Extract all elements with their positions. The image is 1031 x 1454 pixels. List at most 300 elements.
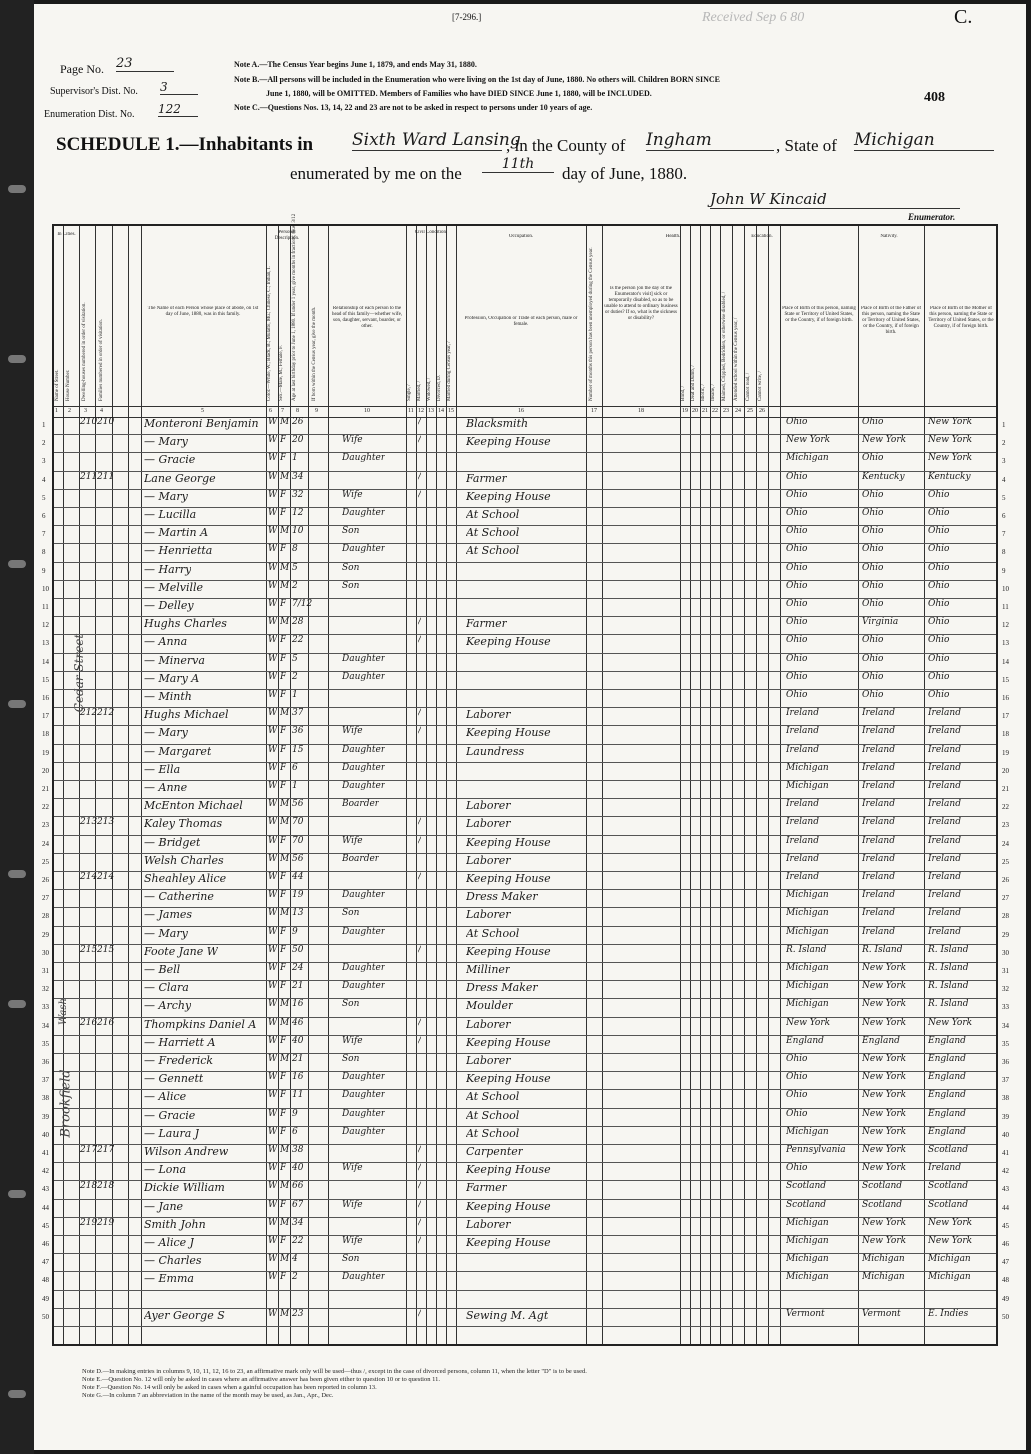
column-number: 3 xyxy=(84,408,87,414)
sex-value: F xyxy=(280,1035,287,1046)
occupation-value: Carpenter xyxy=(466,1145,524,1158)
county-value: Ingham xyxy=(646,130,774,151)
person-name: McEnton Michael xyxy=(144,799,243,813)
age-value: 38 xyxy=(292,1145,304,1155)
header-birth-mother: Place of Birth of the Mother of this person, naming the State or Territory of United States, or the Country, if of foreign birth. xyxy=(928,306,994,329)
person-name: Smith John xyxy=(144,1217,206,1231)
father-birthplace-value: Ohio xyxy=(862,653,884,664)
table-row xyxy=(42,871,1009,890)
birthplace-value: Scotland xyxy=(786,1199,827,1210)
sex-value: F xyxy=(280,872,287,882)
line-number: 4 xyxy=(42,475,46,484)
age-value: 9 xyxy=(292,1108,298,1119)
father-birthplace-value: Ohio xyxy=(862,489,884,500)
married-mark: / xyxy=(418,1017,422,1028)
color-value: W xyxy=(268,617,278,628)
color-value: W xyxy=(268,1017,278,1028)
father-birthplace-value: New York xyxy=(862,435,907,446)
line-number: 25 xyxy=(42,857,49,866)
color-value: W xyxy=(268,963,278,973)
birthplace-value: Michigan xyxy=(786,762,829,773)
father-birthplace-value: New York xyxy=(862,1236,907,1246)
mother-birthplace-value: Ohio xyxy=(928,526,950,537)
mother-birthplace-value: E. Indies xyxy=(928,1308,969,1319)
relationship-value: Daughter xyxy=(342,762,386,773)
occupation-value: Laborer xyxy=(466,708,511,722)
father-birthplace-value: Ireland xyxy=(862,853,895,864)
family-number: 210 xyxy=(97,417,115,427)
color-value: W xyxy=(268,781,278,791)
sex-value: F xyxy=(280,435,287,446)
column-number: 6 xyxy=(269,408,272,414)
line-number: 3 xyxy=(42,457,46,466)
birthplace-value: Ohio xyxy=(786,562,808,573)
line-number: 8 xyxy=(42,548,46,557)
age-value: 22 xyxy=(292,635,304,646)
age-value: 13 xyxy=(292,908,304,919)
color-value: W xyxy=(268,1254,278,1265)
mother-birthplace-value: Ohio xyxy=(928,599,950,609)
age-value: 56 xyxy=(292,799,304,810)
column-number: 21 xyxy=(702,408,708,414)
sex-value: M xyxy=(280,999,290,1010)
header-blind: Blind, / xyxy=(681,385,686,401)
age-value: 28 xyxy=(292,617,304,628)
birthplace-value: Michigan xyxy=(786,999,829,1010)
family-number: 219 xyxy=(97,1217,115,1228)
county-label: , in the County of xyxy=(506,136,626,155)
mother-birthplace-value: Ireland xyxy=(928,890,961,901)
sex-value: F xyxy=(280,762,287,773)
column-number: 22 xyxy=(712,408,718,414)
mother-birthplace-value: R. Island xyxy=(928,999,969,1010)
line-number: 43 xyxy=(42,1185,49,1194)
person-name: — Bridget xyxy=(144,835,201,849)
person-name: Kaley Thomas xyxy=(144,817,223,831)
birthplace-value: Pennsylvania xyxy=(786,1145,846,1155)
corner-letter: C. xyxy=(954,6,973,28)
age-value: 36 xyxy=(292,726,304,737)
line-number-right: 20 xyxy=(1002,766,1009,775)
occupation-value: Keeping House xyxy=(466,726,551,740)
father-birthplace-value: Ohio xyxy=(862,599,884,609)
header-birth-father: Place of Birth of the Father of this person, naming the State or Territory of United States, or the Country, if of foreign birth. xyxy=(861,306,921,335)
father-birthplace-value: Michigan xyxy=(862,1272,905,1283)
color-value: W xyxy=(268,489,278,500)
line-number-right: 3 xyxy=(1002,457,1006,466)
occupation-value: Laundress xyxy=(466,744,525,758)
header-married-year: Married during Census year, / xyxy=(447,341,452,401)
column-number: 13 xyxy=(428,408,434,414)
sex-value: M xyxy=(280,1217,290,1228)
occupation-value: At School xyxy=(466,508,520,521)
table-row xyxy=(42,744,1009,763)
color-value: W xyxy=(268,1072,278,1083)
birthplace-value: New York xyxy=(786,1017,831,1028)
father-birthplace-value: New York xyxy=(862,1090,907,1101)
footnote-d: Note D.—In making entries in columns 9, 10, 11, 12, 16 to 23, an affirmative mark only will be used—thus /, except in the case of divorced persons, column 11, when the letter "D" is to be used. xyxy=(82,1368,587,1375)
line-number-right: 25 xyxy=(1002,857,1009,866)
table-row xyxy=(42,1253,1009,1272)
birthplace-value: Ireland xyxy=(786,835,819,846)
mother-birthplace-value: R. Island xyxy=(928,944,969,955)
table-row xyxy=(42,816,1009,835)
father-birthplace-value: Ireland xyxy=(862,781,895,791)
color-value: W xyxy=(268,599,278,609)
relationship-value: Daughter xyxy=(342,963,386,973)
sex-value: M xyxy=(280,908,290,919)
line-number: 6 xyxy=(42,512,46,520)
page-stamp: 408 xyxy=(924,90,945,105)
married-mark: / xyxy=(418,817,422,828)
sex-value: F xyxy=(280,835,287,846)
birthplace-value: Michigan xyxy=(786,908,829,919)
sex-value: F xyxy=(280,963,287,973)
married-mark: / xyxy=(418,726,422,737)
mother-birthplace-value: R. Island xyxy=(928,981,969,992)
line-number-right: 18 xyxy=(1002,730,1009,739)
father-birthplace-value: New York xyxy=(862,1217,907,1228)
person-name: — Mary xyxy=(144,726,188,740)
married-mark: / xyxy=(418,1308,422,1319)
age-value: 34 xyxy=(292,471,304,482)
mother-birthplace-value: Scotland xyxy=(928,1145,969,1155)
father-birthplace-value: Ireland xyxy=(862,799,895,810)
father-birthplace-value: Ohio xyxy=(862,508,884,518)
birthplace-value: Michigan xyxy=(786,1217,829,1228)
relationship-value: Son xyxy=(342,526,360,537)
birthplace-value: Ohio xyxy=(786,599,808,609)
color-value: W xyxy=(268,635,278,646)
line-number-right: 48 xyxy=(1002,1276,1009,1285)
line-number: 22 xyxy=(42,803,49,812)
mother-birthplace-value: England xyxy=(928,1126,966,1137)
line-number-right: 22 xyxy=(1002,803,1009,812)
relationship-value: Wife xyxy=(342,1163,363,1174)
age-value: 70 xyxy=(292,835,304,846)
line-number: 36 xyxy=(42,1058,49,1066)
margin-street-cedar: Cedar Street xyxy=(72,633,87,713)
table-row xyxy=(42,762,1009,781)
table-row xyxy=(42,634,1009,653)
birthplace-value: Ohio xyxy=(786,508,808,518)
birthplace-value: Ohio xyxy=(786,671,808,682)
line-number-right: 8 xyxy=(1002,548,1006,557)
person-name: Foote Jane W xyxy=(144,944,219,958)
table-row xyxy=(42,998,1009,1017)
birthplace-value: Ireland xyxy=(786,744,819,755)
age-value: 46 xyxy=(292,1017,304,1028)
mother-birthplace-value: Ohio xyxy=(928,580,950,591)
father-birthplace-value: Ohio xyxy=(862,544,884,555)
line-number: 21 xyxy=(42,785,49,793)
color-value: W xyxy=(268,999,278,1010)
age-value: 6 xyxy=(292,762,298,773)
color-value: W xyxy=(268,835,278,846)
color-value: W xyxy=(268,799,278,810)
birthplace-value: Michigan xyxy=(786,890,829,901)
line-number: 31 xyxy=(42,967,49,975)
birthplace-value: Ohio xyxy=(786,544,808,555)
mother-birthplace-value: Ireland xyxy=(928,872,961,882)
sex-value: F xyxy=(280,653,287,664)
dwelling-number: 211 xyxy=(80,471,98,482)
age-value: 24 xyxy=(292,963,304,973)
binding-stitch xyxy=(8,870,26,878)
table-row xyxy=(42,598,1009,617)
table-row xyxy=(42,725,1009,744)
mother-birthplace-value: Ohio xyxy=(928,690,950,700)
line-number-right: 5 xyxy=(1002,493,1006,502)
birthplace-value: Michigan xyxy=(786,1272,829,1283)
line-number: 48 xyxy=(42,1276,49,1285)
birthplace-value: R. Island xyxy=(786,944,827,955)
birthplace-value: Michigan xyxy=(786,1254,829,1265)
person-name: — Alice xyxy=(144,1090,187,1104)
person-name: — Delley xyxy=(144,599,194,612)
occupation-value: Blacksmith xyxy=(466,417,529,430)
supervisor-dist-label: Supervisor's Dist. No. xyxy=(50,86,138,97)
line-number-right: 7 xyxy=(1002,530,1006,539)
color-value: W xyxy=(268,744,278,755)
line-number: 12 xyxy=(42,621,49,630)
birthplace-value: Ireland xyxy=(786,708,819,719)
sex-value: F xyxy=(280,1090,287,1101)
line-number: 7 xyxy=(42,530,46,539)
line-number: 34 xyxy=(42,1021,49,1030)
married-mark: / xyxy=(418,1236,422,1246)
occupation-value: Keeping House xyxy=(466,1163,551,1177)
age-value: 4 xyxy=(292,1254,298,1265)
person-name: — Archy xyxy=(144,999,192,1013)
married-mark: / xyxy=(418,1035,422,1046)
sex-value: M xyxy=(280,799,290,810)
group-nativity: Nativity. xyxy=(880,234,898,239)
age-value: 5 xyxy=(292,562,298,573)
age-value: 15 xyxy=(292,744,304,755)
margin-street-wash: Wash xyxy=(57,998,69,1025)
age-value: 9 xyxy=(292,926,298,937)
footnotes xyxy=(82,1368,587,1400)
line-number-right: 13 xyxy=(1002,639,1009,648)
column-number: 20 xyxy=(692,408,698,414)
binding-stitch xyxy=(8,1000,26,1008)
line-number-right: 38 xyxy=(1002,1094,1009,1103)
occupation-value: At School xyxy=(466,1090,520,1104)
column-number: 8 xyxy=(296,408,299,414)
occupation-value: At School xyxy=(466,1108,520,1122)
person-name: — Margaret xyxy=(144,744,212,758)
birthplace-value: Michigan xyxy=(786,981,829,992)
sex-value: F xyxy=(280,544,287,555)
column-number: 9 xyxy=(315,408,318,414)
schedule-label: SCHEDULE 1.—Inhabitants in xyxy=(56,134,314,155)
color-value: W xyxy=(268,1145,278,1155)
line-number-right: 6 xyxy=(1002,512,1006,520)
color-value: W xyxy=(268,1035,278,1046)
footnote-e: Note E.—Question No. 12 will only be asked in cases where an affirmative answer has been given either to question 10 or to question 11. xyxy=(82,1376,440,1383)
relationship-value: Wife xyxy=(342,835,363,846)
state-label: , State of xyxy=(776,136,837,155)
table-row xyxy=(42,452,1006,471)
header-dwelling: Dwelling-houses numbered in order of visitation. xyxy=(82,302,87,401)
age-value: 21 xyxy=(292,1054,304,1064)
line-number-right: 16 xyxy=(1002,694,1009,702)
footnote-g: Note G.—In column 7 an abbreviation in the name of the month may be used, as Jan., Apr., Dec. xyxy=(82,1392,334,1399)
birthplace-value: Ohio xyxy=(786,526,808,537)
person-name: — Laura J xyxy=(144,1126,200,1140)
occupation-value: Laborer xyxy=(466,817,511,831)
table-row xyxy=(42,1108,1009,1127)
relationship-value: Wife xyxy=(342,726,363,737)
group-in-cities: In Cities. xyxy=(57,232,76,237)
sex-value: F xyxy=(280,508,287,518)
mother-birthplace-value: R. Island xyxy=(928,963,969,973)
state-value: Michigan xyxy=(854,130,994,151)
person-name: — Minerva xyxy=(144,653,205,667)
age-value: 56 xyxy=(292,853,304,864)
table-row xyxy=(42,889,1009,908)
column-number: 14 xyxy=(438,408,444,414)
color-value: W xyxy=(268,1090,278,1101)
occupation-value: Keeping House xyxy=(466,872,551,885)
table-row xyxy=(42,980,1009,999)
sex-value: M xyxy=(280,617,290,628)
age-value: 44 xyxy=(292,872,304,882)
sex-value: F xyxy=(280,944,287,955)
mother-birthplace-value: Ireland xyxy=(928,926,961,937)
person-name: — Alice J xyxy=(144,1236,195,1249)
family-number: 218 xyxy=(97,1181,115,1192)
line-number-right: 21 xyxy=(1002,785,1009,793)
color-value: W xyxy=(268,981,278,992)
person-name: — Henrietta xyxy=(144,544,213,558)
family-number: 217 xyxy=(97,1145,115,1155)
birthplace-value: Ohio xyxy=(786,1090,808,1101)
sex-value: F xyxy=(280,671,287,682)
birthplace-value: Michigan xyxy=(786,453,829,464)
table-row xyxy=(42,835,1009,854)
birthplace-value: Michigan xyxy=(786,781,829,791)
person-name: — Mary xyxy=(144,489,188,503)
header-name: The Name of each Person whose place of abode, on 1st day of June, 1880, was in this family. xyxy=(147,306,259,317)
sex-value: F xyxy=(280,1163,287,1174)
table-row xyxy=(42,507,1006,526)
line-number-right: 44 xyxy=(1002,1203,1009,1212)
supervisor-dist-value: 3 xyxy=(160,80,198,95)
note-c: Note C.—Questions Nos. 13, 14, 22 and 23 are not to be asked in respect to persons under 10 years of age. xyxy=(234,103,593,112)
group-civil-condition: Civil Condition. xyxy=(414,230,448,235)
married-mark: / xyxy=(418,1217,422,1228)
line-number: 17 xyxy=(42,712,49,721)
age-value: 2 xyxy=(292,1272,298,1283)
mother-birthplace-value: Ohio xyxy=(928,671,950,682)
father-birthplace-value: Ireland xyxy=(862,890,895,901)
person-name: Lane George xyxy=(144,471,216,485)
page-no-value: 23 xyxy=(116,56,174,72)
header-color: Color.—White, W.; Black, B.; Mulatto, Mu.; Chinese, C.; Indian, I. xyxy=(267,266,272,401)
binding-stitch xyxy=(8,700,26,708)
person-name: — Mary xyxy=(144,435,188,449)
father-birthplace-value: Ohio xyxy=(862,580,884,591)
line-number-right: 47 xyxy=(1002,1258,1009,1267)
person-name: Dickie William xyxy=(144,1181,225,1195)
relationship-value: Wife xyxy=(342,435,363,446)
color-value: W xyxy=(268,526,278,537)
occupation-value: At School xyxy=(466,926,520,940)
line-number: 11 xyxy=(42,603,49,611)
margin-street-brookfield: Brookfield xyxy=(58,1069,74,1138)
dwelling-number: 215 xyxy=(80,944,98,955)
header-occupation: Profession, Occupation or Trade of each person, male or female. xyxy=(464,316,578,327)
father-birthplace-value: Ireland xyxy=(862,835,895,846)
column-number: 24 xyxy=(735,408,741,414)
line-number: 10 xyxy=(42,584,49,593)
person-name: — Ella xyxy=(144,762,181,776)
enumerator-signature: John W Kincaid xyxy=(710,190,960,209)
color-value: W xyxy=(268,1163,278,1174)
line-number-right: 33 xyxy=(1002,1003,1009,1012)
married-mark: / xyxy=(418,1163,422,1174)
line-number-right: 1 xyxy=(1002,421,1006,429)
mother-birthplace-value: New York xyxy=(928,417,973,427)
person-name: — James xyxy=(144,908,193,922)
line-number-right: 4 xyxy=(1002,475,1006,484)
line-number: 40 xyxy=(42,1130,49,1139)
mother-birthplace-value: Ohio xyxy=(928,635,950,646)
father-birthplace-value: Ohio xyxy=(862,562,884,573)
birthplace-value: Ohio xyxy=(786,580,808,591)
age-value: 2 xyxy=(292,671,298,682)
relationship-value: Daughter xyxy=(342,1072,386,1083)
age-value: 1 xyxy=(292,690,298,700)
person-name: Ayer George S xyxy=(144,1308,225,1322)
line-number: 37 xyxy=(42,1076,49,1085)
occupation-value: Keeping House xyxy=(466,1236,551,1249)
person-name: Monteroni Benjamin xyxy=(144,417,259,430)
married-mark: / xyxy=(418,1145,422,1155)
sex-value: M xyxy=(280,417,290,427)
age-value: 2 xyxy=(292,580,298,591)
person-name: — Gennett xyxy=(144,1072,204,1086)
day-value: 11th xyxy=(482,156,554,173)
table-row xyxy=(42,1290,1009,1309)
relationship-value: Daughter xyxy=(342,781,386,791)
person-name: — Charles xyxy=(144,1254,202,1268)
relationship-value: Daughter xyxy=(342,1108,386,1119)
color-value: W xyxy=(268,562,278,573)
table-row xyxy=(42,434,1006,453)
mother-birthplace-value: New York xyxy=(928,1217,973,1228)
occupation-value: Keeping House xyxy=(466,1199,551,1213)
line-number: 50 xyxy=(42,1312,49,1321)
column-number: 12 xyxy=(418,408,424,414)
header-idiotic: Idiotic, / xyxy=(701,384,706,401)
birthplace-value: Ohio xyxy=(786,1163,808,1174)
table-row xyxy=(42,580,1009,599)
column-number: 15 xyxy=(448,408,454,414)
census-sheet xyxy=(34,4,1026,1450)
line-number: 13 xyxy=(42,639,49,648)
line-number: 2 xyxy=(42,439,46,448)
line-number: 15 xyxy=(42,675,49,684)
father-birthplace-value: New York xyxy=(862,1072,907,1083)
line-number: 41 xyxy=(42,1149,49,1157)
header-cannot-read: Cannot read, / xyxy=(746,372,751,401)
occupation-value: Farmer xyxy=(466,1181,507,1195)
birthplace-value: Michigan xyxy=(786,963,829,973)
color-value: W xyxy=(268,471,278,482)
